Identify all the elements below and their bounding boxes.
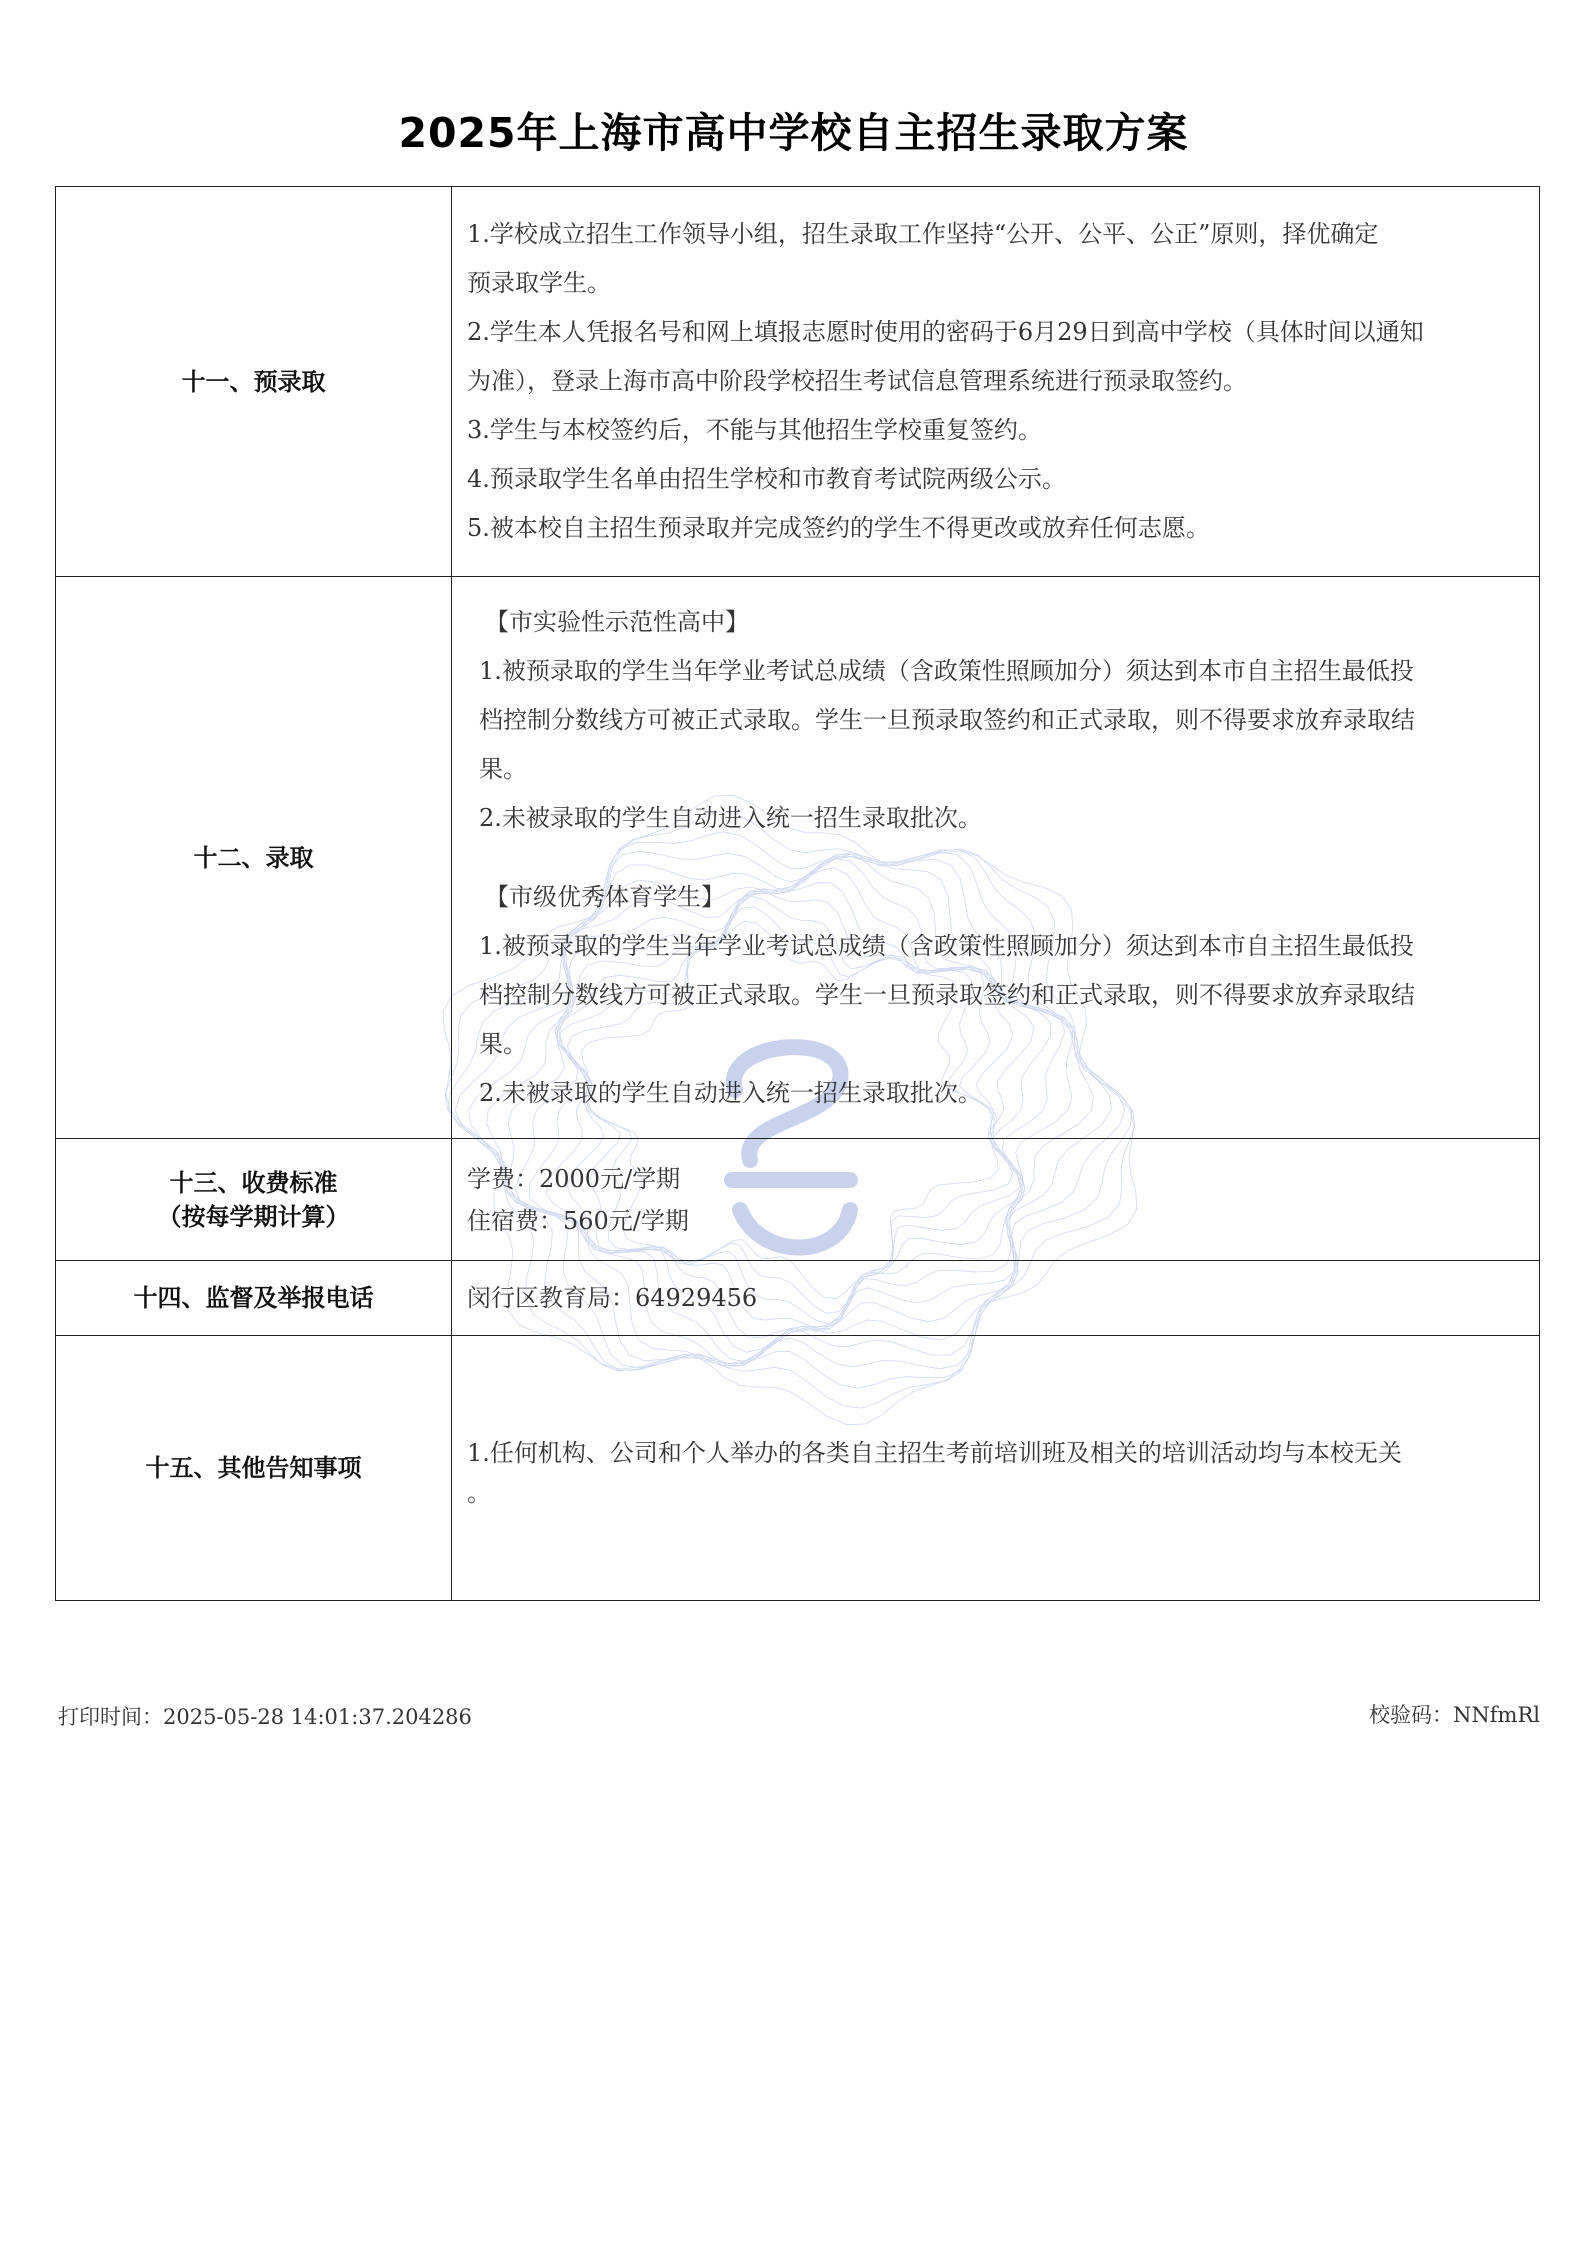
text-line: 为准），登录上海市高中阶段学校招生考试信息管理系统进行预录取签约。: [467, 367, 1247, 395]
verify-code: 校验码：NNfmRl: [1369, 1703, 1540, 1727]
text-line: 闵行区教育局：64929456: [467, 1283, 758, 1312]
section-content: [452, 1139, 1540, 1261]
text-line: 5.被本校自主招生预录取并完成签约的学生不得更改或放弃任何志愿。: [467, 514, 1210, 542]
text-line: 学费：2000元/学期: [467, 1164, 681, 1193]
text-line: 档控制分数线方可被正式录取。学生一旦预录取签约和正式录取，则不得要求放弃录取结: [479, 705, 1415, 734]
spacer: [467, 843, 1525, 873]
text-line: 住宿费：560元/学期: [467, 1206, 689, 1235]
section-label: 十一、预录取: [56, 187, 452, 577]
text-line: 4.预录取学生名单由招生学校和市教育考试院两级公示。: [467, 465, 1066, 493]
text-line: 果。: [479, 754, 527, 783]
text-line: 1.任何机构、公司和个人举办的各类自主招生考前培训班及相关的培训活动均与本校无关: [467, 1438, 1402, 1467]
text-line: 1.被预录取的学生当年学业考试总成绩（含政策性照顾加分）须达到本市自主招生最低投: [479, 931, 1414, 960]
table-row: [56, 1139, 1540, 1261]
table-row: [56, 577, 1540, 1139]
text-line: 预录取学生。: [467, 269, 611, 297]
section-label: 十二、录取: [56, 577, 452, 1139]
text-line: 1.被预录取的学生当年学业考试总成绩（含政策性照顾加分）须达到本市自主招生最低投: [479, 656, 1414, 685]
section-content: [452, 577, 1540, 1139]
section-label: 十四、监督及举报电话: [56, 1261, 452, 1336]
print-time: 打印时间：2025-05-28 14:01:37.204286: [58, 1705, 472, 1729]
section-content: [452, 1336, 1540, 1601]
text-line: 档控制分数线方可被正式录取。学生一旦预录取签约和正式录取，则不得要求放弃录取结: [479, 980, 1415, 1009]
section-content: [452, 187, 1540, 577]
label-line: （按每学期计算）: [157, 1202, 350, 1231]
text-line: 。: [467, 1478, 491, 1507]
document-title: 2025年上海市高中学校自主招生录取方案: [398, 109, 1189, 157]
text-line: 果。: [479, 1029, 527, 1058]
table-row: [56, 187, 1540, 577]
admission-plan-table: [55, 186, 1540, 1601]
table-row: [56, 1261, 1540, 1336]
label-line: 十三、收费标准: [169, 1168, 338, 1197]
text-line: 3.学生与本校签约后，不能与其他招生学校重复签约。: [467, 416, 1042, 444]
text-line: 2.未被录取的学生自动进入统一招生录取批次。: [479, 803, 982, 832]
section-label: 十五、其他告知事项: [56, 1336, 452, 1601]
table-row: [56, 1336, 1540, 1601]
text-line: 2.未被录取的学生自动进入统一招生录取批次。: [479, 1078, 982, 1107]
section-label: [56, 1139, 452, 1261]
section-content: [452, 1261, 1540, 1336]
text-line: 2.学生本人凭报名号和网上填报志愿时使用的密码于6月29日到高中学校（具体时间以通知: [467, 318, 1424, 346]
group-heading: 【市实验性示范性高中】: [485, 607, 749, 636]
text-line: 1.学校成立招生工作领导小组，招生录取工作坚持“公开、公平、公正”原则，择优确定: [467, 220, 1379, 248]
group-heading: 【市级优秀体育学生】: [485, 882, 725, 911]
